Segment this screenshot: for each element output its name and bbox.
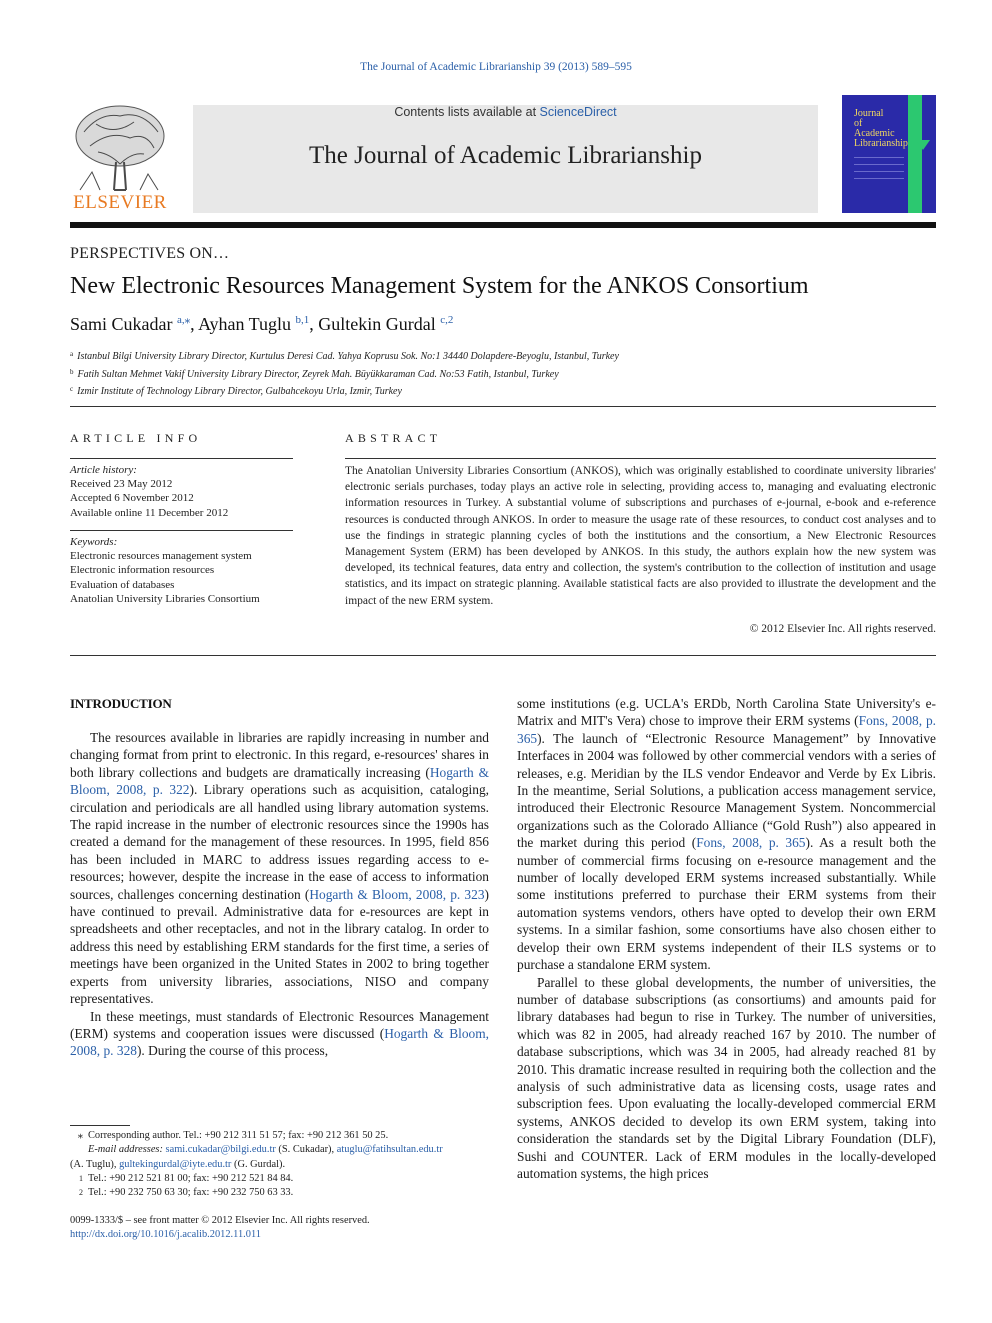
citation-link[interactable]: Hogarth & Bloom, 2008, p. 328 (70, 1025, 490, 1059)
copyright-notice: © 2012 Elsevier Inc. All rights reserved. (749, 623, 936, 635)
affiliation-line: $^b$ Fatih Sultan Mehmet Vakif University Library Director, Zeyrek Mah. Büyükkaraman Cad. No:53 Fatih, Istanbul, Turkey (70, 367, 559, 380)
paragraph: Parallel to these global developments, the number of universities, the number of database subscriptions (as consortiums) and amounts paid for library databases had begun to rise in Turkey. The number of universities, which was 82 in 2005, had already reached 167 by 2010. The number of database subscriptions, which was 34 in 2005, had already reached 81 by 2010. This dramatic increase resulted in requiring both the collection and the analysis of such administrative data as licensing costs, usage rates and subscription fees. Upon evaluating the locally-developed commercial ERM systems, ANKOS decided to develop its own ERM system, taking into consideration the standards set by the Digital Library Foundation (DLF), Sushi and COUNTER. Lack of ERM modules in the locally-developed automation systems, the high prices (517, 974, 936, 1181)
elsevier-wordmark: ELSEVIER (73, 192, 167, 213)
section-tag: PERSPECTIVES ON… (70, 245, 230, 262)
history-label: Article history: (70, 464, 137, 476)
author-list: Sami Cukadar $^{a,⁎}$, Ayhan Tuglu $^{b,1}$, Gultekin Gurdal $^{c,2}$ (70, 314, 454, 334)
introduction-heading: INTRODUCTION (70, 696, 172, 711)
affiliation-line: $^a$ Istanbul Bilgi University Library Director, Kurtulus Deresi Cad. Yahya Koprusu Sok. No:1 34440 Dolapdere-Beyoglu, Istanbul, Turkey (70, 350, 619, 362)
front-matter (70, 1214, 370, 1243)
history-item: Accepted 6 November 2012 (70, 492, 194, 505)
email-link[interactable]: sami.cukadar@bilgi.edu.tr (165, 1144, 276, 1156)
body-column-right (517, 695, 936, 1182)
email-link[interactable]: atuglu@fatihsultan.edu.tr (336, 1144, 443, 1156)
corresponding-author-mark[interactable]: ⁎ (184, 314, 191, 326)
keyword: Electronic information resources (70, 564, 215, 577)
history-item: Received 23 May 2012 (70, 478, 173, 491)
contents-prefix: Contents lists available at (394, 105, 540, 119)
article-title: New Electronic Resources Management System for the ANKOS Consortium (70, 273, 809, 299)
doi-link[interactable]: http://dx.doi.org/10.1016/j.acalib.2012.11.011 (70, 1229, 261, 1241)
journal-cover (842, 95, 936, 213)
keyword: Evaluation of databases (70, 578, 175, 591)
author-affiliation-link[interactable]: a, (176, 314, 185, 326)
article-history (70, 463, 293, 520)
cover-stripe (908, 95, 922, 213)
divider (70, 655, 936, 656)
paragraph: The resources available in libraries are rapidly increasing in number and changing format from print to electronic. In this regard, e-resources' shares in both library collections and budgets are dramatically increasing (Hogarth & Bloom, 2008, p. 322). Library operations such as acquisition, cataloging, circulation and periodicals are all handled using library automation systems. The rapid increase in the number of electronic resources since the 1990s has created a demand for the management of these resources. In 1995, field 856 has been included in MARC to address issues regarding access to e-resources; however, despite the increase in the ease of access to information sources, challenges concerning destination (Hogarth & Bloom, 2008, p. 323) have continued to prevail. Administrative data for e-resources are kept in spreadsheets and other receptacles, and not in the library catalog. In order to address this need by establishing ERM standards for the first time, a series of meetings have been organized in the United States in 2002 to bring together experts from university libraries, associations, NISO and company representatives. (70, 730, 489, 1007)
footnote: 2 Tel.: +90 232 750 63 30; fax: +90 232 750 63 33. (79, 1187, 294, 1199)
affiliations (70, 347, 619, 400)
author-name: Sami Cukadar (70, 314, 173, 334)
history-item: Available online 11 December 2012 (70, 506, 229, 519)
divider (70, 530, 293, 531)
article-info-heading: ARTICLE INFO (70, 431, 202, 445)
author-name: Ayhan Tuglu (198, 314, 292, 334)
contents-availability (193, 105, 818, 119)
body-column-left (70, 729, 489, 1060)
divider (70, 406, 936, 407)
footnote-divider (70, 1125, 130, 1126)
paragraph: In these meetings, must standards of Electronic Resources Management (ERM) systems and cooperation issues were discussed (Hogarth & Bloom, 2008, p. 328). During the course of this process, (70, 1008, 490, 1059)
affiliation-line: $^c$ Izmir Institute of Technology Library Director, Gulbahcekoyu Urla, Izmir, Turkey (70, 385, 402, 397)
abstract-heading: ABSTRACT (345, 431, 442, 445)
journal-title: The Journal of Academic Librarianship (309, 142, 702, 169)
keywords (70, 535, 293, 606)
author-affiliation-link[interactable]: b,1 (295, 314, 310, 326)
tree-icon (70, 102, 170, 194)
cover-decoration (854, 157, 904, 185)
author-name: Gultekin Gurdal (318, 314, 436, 334)
sciencedirect-link[interactable]: ScienceDirect (539, 105, 617, 119)
author-affiliation-link[interactable]: c,2 (440, 314, 454, 326)
divider (70, 458, 293, 459)
paragraph: some institutions (e.g. UCLA's ERDb, North Carolina State University's e-Matrix and MIT's Vera) chose to improve their ERM systems (Fons, 2008, p. 365). The launch of “Electronic Resource Management” by Innovative Interfaces in 2004 was followed by other commercial vendors with a series of releases, e.g. Meridian by the ILS vendor Endeavor and Verde by Ex Libris. In the meantime, Serial Solutions, a publication access management service, introduced their Electronic Resource Management System. Noncommercial organizations such as the Colorado Alliance (“Gold Rush”) also appeared in the market during this period (Fons, 2008, p. 365). As a result both the number of commercial firms focusing on e-resource management and the number of locally developed ERM systems increased substantially. While some institutions preferred to purchase their ERM systems from their automation systems vendors, others have opted to develop their own ERM systems. In a similar fashion, some consortiums have also chosen either to develop their own ERM systems independent of their ILS systems or to purchase a standalone ERM system. (517, 696, 937, 973)
footnotes (70, 1129, 489, 1200)
cover-title: Journal of Academic Librarianship (854, 108, 908, 149)
footnote-emails: E-mail addresses: sami.cukadar@bilgi.edu.tr (S. Cukadar), atuglu@fatihsultan.edu.tr (88, 1144, 443, 1156)
keywords-label: Keywords: (70, 536, 118, 548)
footnote-emails-cont: (A. Tuglu), gultekingurdal@iyte.edu.tr (G. Gurdal). (70, 1158, 286, 1170)
elsevier-logo (70, 102, 170, 214)
citation-link[interactable]: Hogarth & Bloom, 2008, p. 323 (309, 886, 485, 902)
keyword: Anatolian University Libraries Consortium (70, 592, 260, 605)
cover-triangle-icon (916, 140, 930, 150)
citation-link[interactable]: Hogarth & Bloom, 2008, p. 322 (70, 764, 489, 798)
email-link[interactable]: gultekingurdal@iyte.edu.tr (119, 1158, 232, 1170)
keyword: Electronic resources management system (70, 550, 252, 563)
citation-link[interactable]: Fons, 2008, p. 365 (517, 713, 937, 746)
footnote: 1 Tel.: +90 212 521 81 00; fax: +90 212 521 84 84. (79, 1172, 294, 1184)
header-divider (70, 222, 936, 228)
journal-reference[interactable]: The Journal of Academic Librarianship 39 (2013) 589–595 (360, 61, 632, 73)
footnote: ⁎ Corresponding author. Tel.: +90 212 311 51 57; fax: +90 212 361 50 25. (77, 1130, 389, 1141)
divider (345, 458, 936, 459)
abstract-text: The Anatolian University Libraries Consortium (ANKOS), which was originally established to coordinate university libraries' electronic serials purchases, today plays an active role in selecting, providing access to, managing and evaluating electronic information resources in Turkey. A substantial volume of subscriptions and purchases of e-journal, e-book and e-reference resources is conducted through ANKOS. In order to measure the usage rate of these resources, to conduct cost analyses and to use the findings in strategic planning cycles of both the institutions and the consortium, a New Electronic Resources Management System (ERM) has been developed by ANKOS. In this study, the authors explain how the new system was developed, its technical features, data entry and collection, the system's contribution to the collection of institution and usage statistics, and its impact on strategic planning. Available statistical facts are also provided to illustrate the development and the impact of the new ERM system. (345, 465, 936, 607)
citation-link[interactable]: Fons, 2008, p. 365 (696, 835, 806, 851)
issn-line: 0099-1333/$ – see front matter © 2012 Elsevier Inc. All rights reserved. (70, 1215, 370, 1226)
